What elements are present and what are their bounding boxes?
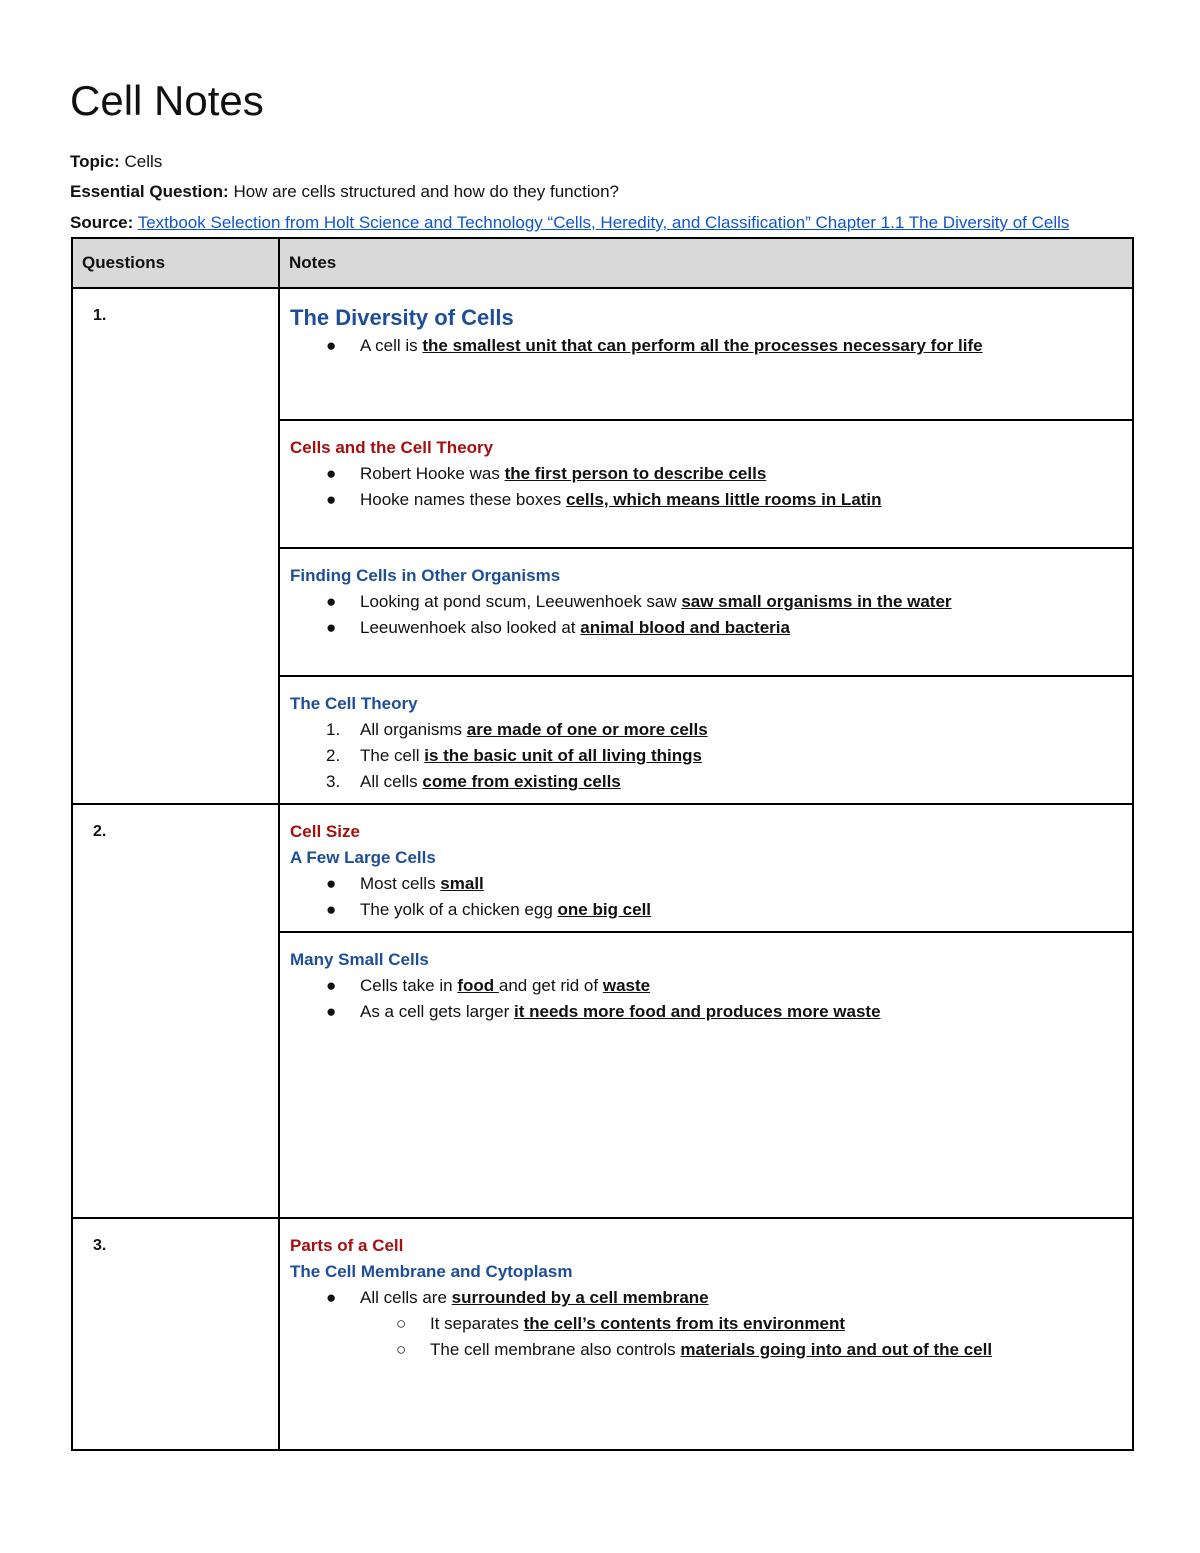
section-heading: Finding Cells in Other Organisms [290,566,561,585]
question-1-cell [72,288,279,804]
notes-section-finding-cells [279,548,1133,676]
item-answer: animal blood and bacteria [580,618,790,637]
section-subheading: The Cell Membrane and Cytoplasm [290,1262,573,1281]
question-3-cell [72,1218,279,1450]
notes-section-diversity [279,288,1133,420]
item-answer: come from existing cells [422,772,621,791]
question-number: 2. [93,823,107,840]
section-heading: The Cell Theory [290,694,418,713]
list-item [290,999,1122,1025]
section-heading: Cell Size [290,822,360,841]
bullet-icon: ● [326,900,337,919]
item-text: It separates [430,1314,524,1333]
section-heading: Cells and the Cell Theory [290,438,494,457]
item-text: Most cells [360,874,441,893]
table-row [72,1218,1133,1450]
circle-bullet-icon: ○ [396,1340,407,1359]
item-answer: the cell’s contents from its environment [523,1314,846,1333]
source-line [70,213,1069,233]
item-text: Leeuwenhoek also looked at [360,618,581,637]
item-answer: waste [602,976,651,995]
item-answer: it needs more food and produces more waste [514,1002,881,1021]
item-answer: the first person to describe cells [504,464,767,483]
item-answer: materials going into and out of the cell [680,1340,993,1359]
circle-bullet-icon: ○ [396,1314,407,1333]
item-text: The cell membrane also controls [430,1340,681,1359]
item-text: Looking at pond scum, Leeuwenhoek saw [360,592,682,611]
list-item [290,589,1122,615]
list-item [290,871,1122,897]
sub-list-item [290,1337,1122,1363]
list-item [290,769,1122,795]
list-item [290,615,1122,641]
item-answer: cells, which means little rooms in Latin [566,490,882,509]
item-text: Cells take in [360,976,458,995]
numbered-list [290,717,1122,795]
bullet-icon: ● [326,592,337,611]
essential-question-value: How are cells structured and how do they function? [233,182,619,201]
notes-header: Notes [279,238,1133,288]
item-text: All cells [360,772,423,791]
item-text: As a cell gets larger [360,1002,515,1021]
list-item [290,333,1122,359]
list-item [290,743,1122,769]
bullet-list [290,461,1122,513]
bullet-list [290,871,1122,923]
list-item [290,1285,1122,1311]
document-title: Cell Notes [70,77,264,124]
bullet-icon: ● [326,1288,337,1307]
question-number: 1. [93,307,107,324]
item-answer: one big cell [557,900,652,919]
cornell-notes-table [71,237,1134,1451]
bullet-icon: ● [326,1002,337,1021]
list-item [290,461,1122,487]
list-item [290,897,1122,923]
notes-section-parts-of-cell [279,1218,1133,1450]
notes-section-cell-theory-intro [279,420,1133,548]
bullet-list [290,589,1122,641]
table-row [72,804,1133,932]
sub-list-item [290,1311,1122,1337]
bullet-icon: ● [326,874,337,893]
item-number: 3. [326,772,341,791]
list-item [290,717,1122,743]
bullet-icon: ● [326,618,337,637]
item-number: 2. [326,746,341,765]
table-row [72,288,1133,420]
item-text: All cells are [360,1288,452,1307]
item-text: The cell [360,746,425,765]
section-heading: Parts of a Cell [290,1236,404,1255]
section-heading: The Diversity of Cells [290,305,514,330]
list-item [290,973,1122,999]
source-label: Source: [70,213,134,232]
item-text: A cell is [360,336,423,355]
questions-header: Questions [72,238,279,288]
topic-label: Topic: [70,152,120,171]
essential-question-line [70,182,619,202]
item-text: Robert Hooke was [360,464,505,483]
question-number: 3. [93,1237,107,1254]
bullet-list [290,1285,1122,1363]
bullet-icon: ● [326,976,337,995]
item-number: 1. [326,720,341,739]
item-answer: food [457,976,499,995]
notes-section-cell-size [279,804,1133,932]
topic-value: Cells [124,152,163,171]
section-heading: Many Small Cells [290,950,429,969]
bullet-list [290,333,1122,359]
table-header-row [72,238,1133,288]
item-text: The yolk of a chicken egg [360,900,558,919]
item-text: All organisms [360,720,467,739]
item-answer: saw small organisms in the water [681,592,952,611]
notes-section-cell-theory [279,676,1133,804]
topic-line [70,152,162,172]
bullet-icon: ● [326,336,337,355]
bullet-icon: ● [326,464,337,483]
notes-section-small-cells [279,932,1133,1218]
source-link[interactable]: Textbook Selection from Holt Science and Technology “Cells, Heredity, and Classification” Chapter 1.1 The Diversity of Cells [137,213,1070,232]
bullet-icon: ● [326,490,337,509]
question-2-cell [72,804,279,1218]
bullet-list [290,973,1122,1025]
list-item [290,487,1122,513]
item-answer: surrounded by a cell membrane [451,1288,709,1307]
item-answer: the smallest unit that can perform all the processes necessary for life [422,336,983,355]
item-text: Hooke names these boxes [360,490,567,509]
section-subheading: A Few Large Cells [290,848,436,867]
item-answer: is the basic unit of all living things [424,746,702,765]
item-answer: are made of one or more cells [466,720,708,739]
item-text: and get rid of [498,976,603,995]
essential-question-label: Essential Question: [70,182,229,201]
item-answer: small [440,874,484,893]
